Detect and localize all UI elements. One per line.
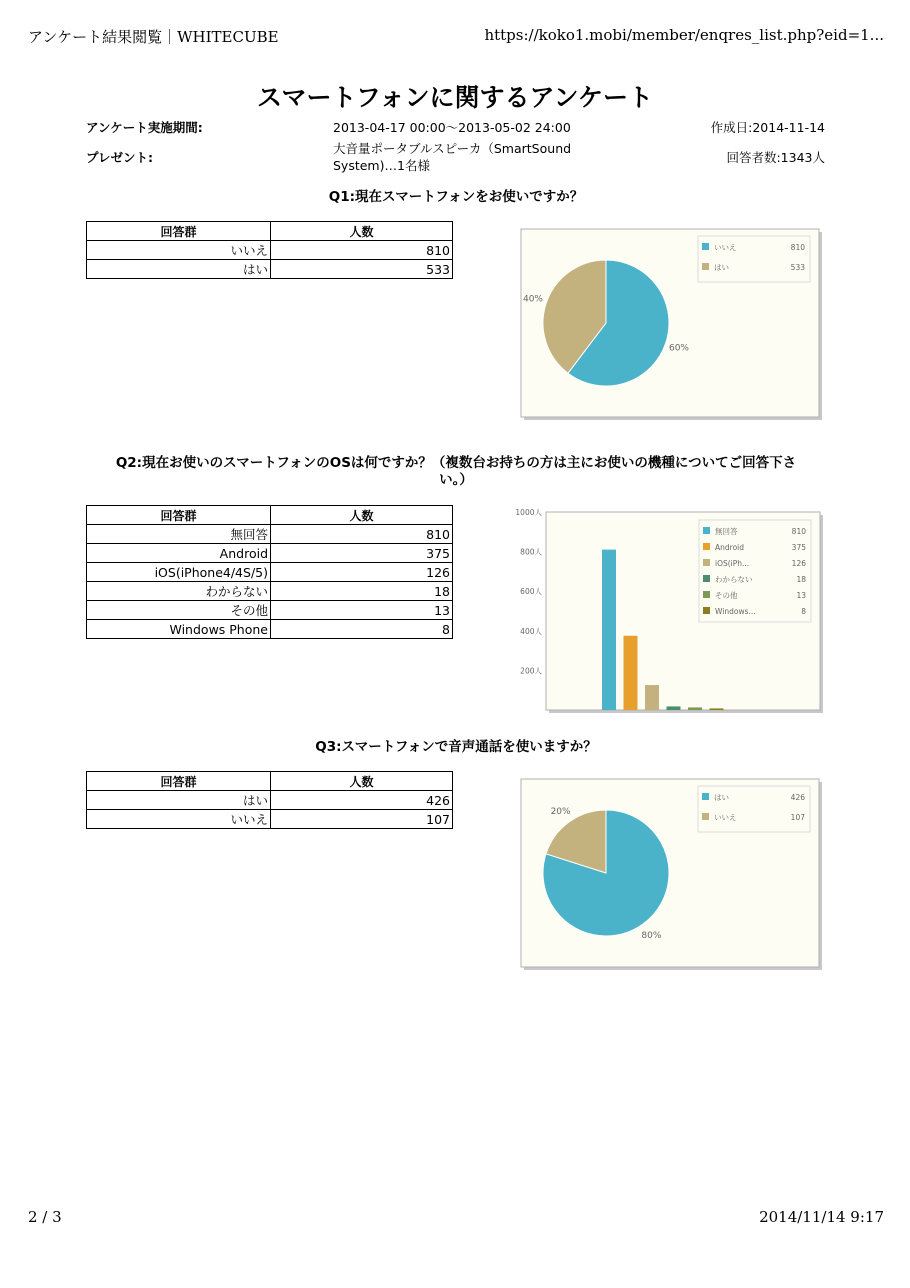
legend-label: Android [715,543,744,552]
answer-count: 126 [271,563,453,582]
legend-label: その他 [715,591,738,600]
legend-swatch [702,263,709,270]
legend-label: いいえ [714,243,737,252]
table-row [87,791,453,810]
answer-count: 107 [271,810,453,829]
table-row [87,241,453,260]
answer-count: 18 [271,582,453,601]
answer-label: Android [87,544,271,563]
legend-swatch [703,543,710,550]
answer-count: 13 [271,601,453,620]
legend-value: 13 [796,591,806,600]
q2-results-table [86,505,453,639]
table-row [87,260,453,279]
bar [710,708,724,710]
pie-percent-label: 20% [550,806,571,817]
q1-title: Q1:現在スマートフォンをお使いですか？ [328,189,584,205]
present-label: プレゼント: [86,150,153,165]
answer-count: 8 [271,620,453,639]
legend-label: Windows... [715,607,756,616]
q3-pie-chart [518,776,824,976]
col-count: 人数 [271,772,453,791]
q1-pie-svg [518,226,824,422]
answer-label: Windows Phone [87,620,271,639]
table-row [87,563,453,582]
col-answer-group: 回答群 [87,772,271,791]
answer-label: わからない [87,582,271,601]
bar [645,685,659,710]
table-row [87,544,453,563]
q2-bar-svg [506,503,824,715]
legend-swatch [703,527,710,534]
survey-title: スマートフォンに関するアンケート [256,83,653,112]
legend-label: iOS(iPh... [715,559,750,568]
y-tick-label: 800人 [520,547,542,557]
bar [667,706,681,710]
q3-pie-svg [518,776,824,972]
legend-label: 無回答 [715,527,738,536]
answer-label: いいえ [87,810,271,829]
q3-results-table [86,771,453,829]
answer-count: 810 [271,241,453,260]
print-datetime: 2014/11/14 9:17 [759,1208,884,1226]
answer-label: その他 [87,601,271,620]
answer-count: 533 [271,260,453,279]
answer-count: 375 [271,544,453,563]
legend-value: 810 [791,527,806,536]
legend-swatch [703,607,710,614]
answer-label: いいえ [87,241,271,260]
answer-label: 無回答 [87,525,271,544]
bar [602,550,616,710]
legend-label: はい [714,263,729,272]
table-row [87,620,453,639]
legend-label: わからない [715,575,753,584]
pie-percent-label: 80% [641,931,662,942]
q2-title-line1: Q2:現在お使いのスマートフォンのOSは何ですか？（複数台お持ちの方は主にお使いの機種についてご回答下さ [115,455,797,471]
period-value: 2013-04-17 00:00〜2013-05-02 24:00 [333,120,571,135]
answer-count: 810 [271,525,453,544]
legend-swatch [703,559,710,566]
legend-value: 810 [790,243,805,252]
legend-swatch [702,243,709,250]
pie-percent-label: 60% [668,343,690,354]
legend-value: 375 [791,543,806,552]
legend-value: 107 [790,813,805,822]
table-row [87,525,453,544]
legend-swatch [702,813,709,820]
q2-title [86,455,826,489]
table-header-row [87,506,453,525]
table-header-row [87,222,453,241]
y-tick-label: 1000人 [515,508,542,517]
table-row [87,601,453,620]
table-row [87,582,453,601]
q2-bar-chart [506,503,824,719]
present-value-line2: System)…1名様 [333,158,430,173]
browser-page-title: アンケート結果閲覧｜WHITECUBE [28,28,279,46]
q1-pie-chart [518,226,824,426]
q2-title-line2: い。） [439,472,473,488]
respondent-count: 回答者数:1343人 [726,150,825,165]
y-tick-label: 200人 [520,666,542,676]
answer-label: はい [87,260,271,279]
table-header-row [87,772,453,791]
legend-value: 126 [791,559,806,568]
table-row [87,810,453,829]
legend-value: 18 [796,575,806,584]
pie-percent-label: 40% [522,294,544,305]
legend-label: いいえ [714,813,737,822]
legend-label: はい [714,793,729,802]
col-count: 人数 [271,506,453,525]
period-label: アンケート実施期間: [86,120,203,135]
page-number: 2 / 3 [28,1208,62,1226]
created-date: 作成日:2014-11-14 [710,120,825,135]
legend-value: 8 [801,607,806,616]
bar [624,636,638,710]
answer-count: 426 [271,791,453,810]
legend-value: 533 [790,263,805,272]
q1-results-table [86,221,453,279]
y-tick-label: 600人 [520,587,542,597]
col-answer-group: 回答群 [87,506,271,525]
y-tick-label: 400人 [520,626,542,636]
answer-label: iOS(iPhone4/4S/5) [87,563,271,582]
legend-swatch [702,793,709,800]
browser-page-url: https://koko1.mobi/member/enqres_list.php?eid=1... [484,26,884,44]
present-value-line1: 大音量ポータブルスピーカ（SmartSound [333,141,572,156]
bar [688,707,702,710]
answer-label: はい [87,791,271,810]
legend-swatch [703,591,710,598]
legend-swatch [703,575,710,582]
col-count: 人数 [271,222,453,241]
legend-value: 426 [790,793,805,802]
col-answer-group: 回答群 [87,222,271,241]
q3-title: Q3:スマートフォンで音声通話を使いますか？ [315,739,597,755]
